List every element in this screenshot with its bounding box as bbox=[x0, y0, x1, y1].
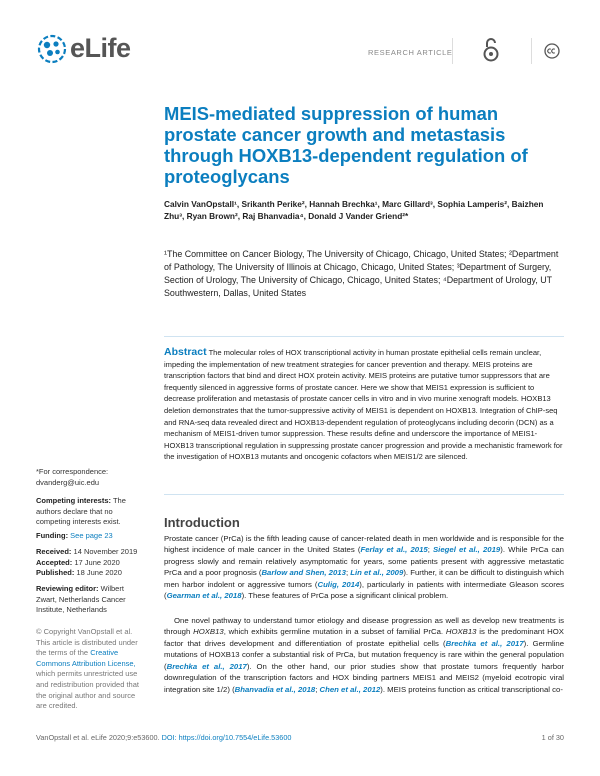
received-date bbox=[36, 547, 139, 558]
citation-link[interactable]: Culig, 2014 bbox=[317, 579, 360, 589]
cc-license-link[interactable]: Creative Commons Attribution License, bbox=[36, 648, 136, 668]
text: , which exhibits germline mutation in a subset of familial PrCa. bbox=[223, 627, 446, 637]
citation-link[interactable]: Lin et al., 2009 bbox=[350, 568, 404, 578]
correspondence-label: *For correspondence: bbox=[36, 467, 109, 476]
footer-citation-text: VanOpstall et al. eLife 2020;9:e53600. bbox=[36, 733, 162, 742]
gene-name: HOXB13 bbox=[193, 627, 224, 637]
published-value: 18 June 2020 bbox=[74, 568, 122, 578]
correspondence-note bbox=[36, 467, 139, 488]
received-label: Received: bbox=[36, 547, 72, 556]
funding-note bbox=[36, 531, 139, 542]
text: Prostate cancer (PrCa) is the fifth leading cause of cancer-related death in men worldwide and is responsible for the highest incidence of male cancer in the United States ( bbox=[164, 534, 564, 555]
affiliations: ¹The Committee on Cancer Biology, The University of Chicago, Chicago, United States; ²Department of Pathology, The University of Illinois at Chicago, Chicago, United States; ³Department of Surgery, Section of Urology, The University of Chicago, Chicago, United States; ⁴Department of Urology, UT Southwestern, Dallas, United States bbox=[164, 249, 559, 298]
copyright-text: © Copyright VanOpstall et al. This article is distributed under the terms of the bbox=[36, 627, 138, 658]
abstract-text: The molecular roles of HOX transcriptional activity in human prostate epithelial cells remain unclear, impeding the implementation of new treatment strategies for cancer prevention and therapy. MEIS proteins are transcription factors that bind and direct HOX protein activity. MEIS proteins are putative tumor suppressors that are frequently silenced in aggressive forms of prostate cancer. Here we show that MEIS1 expression is sufficient to decrease proliferation and metastasis of prostate cancer cells in vitro and in vivo murine xenograft models. HOXB13 deletion demonstrates that the tumor-suppressive activity of MEIS1 is dependent on HOXB13. Integration of ChIP-seq and RNA-seq data revealed direct and HOXB13-dependent regulation of proteoglycans including decorin (DCN) as a mechanism of MEIS1-driven tumor suppression. These results define and underscore the importance of MEIS1-HOXB13 transcriptional regulation in suppressing prostate cancer progression and provide a mechanistic framework for the investigation of HOXB13 mutants and oncogenic cofactors when MEIS1/2 are silenced. bbox=[164, 348, 563, 462]
citation-link[interactable]: Brechka et al., 2017 bbox=[166, 661, 247, 671]
text: ). These features of PrCa pose a significant clinical problem. bbox=[241, 591, 449, 601]
text: ). On the other hand, our prior studies show that prostate tumors frequently harbor downregulation of the transcription factors and HOX binding partners MEIS1 and MEIS2 (myeloid ecotropic viral integration site 1/2) ( bbox=[164, 661, 564, 694]
text: ), particularly in patients with intermediate Gleason scores ( bbox=[164, 579, 565, 601]
text: ). While PrCa can progress slowly and remain relatively asymptomatic for years, some patients present with aggressive metastatic PrCa and a poor prognosis ( bbox=[164, 545, 564, 578]
competing-label: Competing interests: bbox=[36, 496, 112, 505]
header-divider bbox=[452, 38, 453, 64]
copyright-note bbox=[36, 627, 139, 712]
intro-paragraph-1 bbox=[164, 533, 564, 602]
article-dates bbox=[36, 547, 139, 579]
accepted-value: 17 June 2020 bbox=[72, 557, 120, 567]
header-divider bbox=[531, 38, 532, 64]
copyright-text-end: which permits unrestricted use and redistribution provided that the original author and source are credited. bbox=[36, 669, 139, 711]
received-value: 14 November 2019 bbox=[71, 547, 138, 556]
text: ; bbox=[345, 568, 351, 578]
text: ; bbox=[427, 545, 434, 555]
open-access-icon[interactable] bbox=[482, 37, 500, 63]
footer-citation bbox=[36, 733, 291, 742]
citation-link[interactable]: Bhanvadia et al., 2018 bbox=[234, 684, 316, 694]
citation-link[interactable]: Chen et al., 2012 bbox=[319, 684, 381, 694]
creative-commons-icon[interactable] bbox=[544, 43, 560, 59]
funding-link[interactable]: See page 23 bbox=[68, 531, 113, 540]
citation-link[interactable]: Barlow and Shen, 2013 bbox=[261, 568, 346, 578]
author-list: Calvin VanOpstall¹, Srikanth Perike², Hannah Brechka¹, Marc Gillard³, Sophia Lamperis², Baizhen Zhu³, Ryan Brown², Raj Bhanvadia⁴, Donald J Vander Griend²* bbox=[164, 199, 544, 221]
published-date bbox=[36, 568, 139, 579]
abstract-rule-bottom bbox=[164, 494, 564, 495]
text: is the predominant HOX factor that drives development and differentiation of prostate epithelial cells ( bbox=[164, 627, 564, 648]
accepted-date bbox=[36, 558, 139, 569]
text: ). MEIS proteins function as critical transcriptional co- bbox=[380, 684, 563, 694]
competing-text: The authors declare that no competing interests exist. bbox=[36, 496, 126, 527]
citation-link[interactable]: Gearman et al., 2018 bbox=[166, 591, 242, 601]
elife-logo-icon bbox=[37, 34, 67, 64]
citation-link[interactable]: Ferlay et al., 2015 bbox=[360, 545, 428, 555]
article-title: MEIS-mediated suppression of human prostate cancer growth and metastasis through HOXB13-dependent regulation of proteoglycans bbox=[164, 103, 528, 187]
text: ; bbox=[315, 684, 320, 694]
abstract-rule-top bbox=[164, 336, 564, 337]
text: ). Germline mutations of HOXB13 confer a substantial risk of PrCa, but mutation frequency is rare within the general population ( bbox=[164, 638, 565, 671]
page-number: 1 of 30 bbox=[541, 733, 564, 742]
reviewing-text: Wilbert Zwart, Netherlands Cancer Institute, Netherlands bbox=[36, 584, 126, 615]
correspondence-email[interactable]: dvanderg@uic.edu bbox=[36, 477, 100, 487]
reviewing-label: Reviewing editor: bbox=[36, 584, 99, 593]
article-type-label: RESEARCH ARTICLE bbox=[368, 48, 453, 57]
reviewing-editor bbox=[36, 584, 139, 616]
gene-name: HOXB13 bbox=[445, 627, 477, 637]
text: ). Further, it can be difficult to distinguish which men harbor indolent or aggressive tumors ( bbox=[164, 568, 564, 589]
abstract bbox=[164, 347, 564, 463]
elife-logo[interactable] bbox=[37, 33, 131, 64]
intro-paragraph-2 bbox=[164, 615, 564, 695]
citation-link[interactable]: Brechka et al., 2017 bbox=[445, 638, 524, 648]
citation-link[interactable]: Siegel et al., 2019 bbox=[433, 545, 501, 555]
doi-link[interactable]: DOI: https://doi.org/10.7554/eLife.53600 bbox=[161, 733, 292, 742]
competing-interests bbox=[36, 496, 139, 528]
accepted-label: Accepted: bbox=[36, 557, 73, 567]
elife-logo-text: eLife bbox=[70, 33, 131, 63]
abstract-label: Abstract bbox=[164, 346, 207, 358]
funding-label: Funding: bbox=[36, 531, 69, 540]
introduction-heading: Introduction bbox=[164, 515, 240, 530]
text: One novel pathway to understand tumor etiology and disease progression as well as develop new treatments is through bbox=[164, 616, 564, 637]
published-label: Published: bbox=[36, 568, 75, 578]
